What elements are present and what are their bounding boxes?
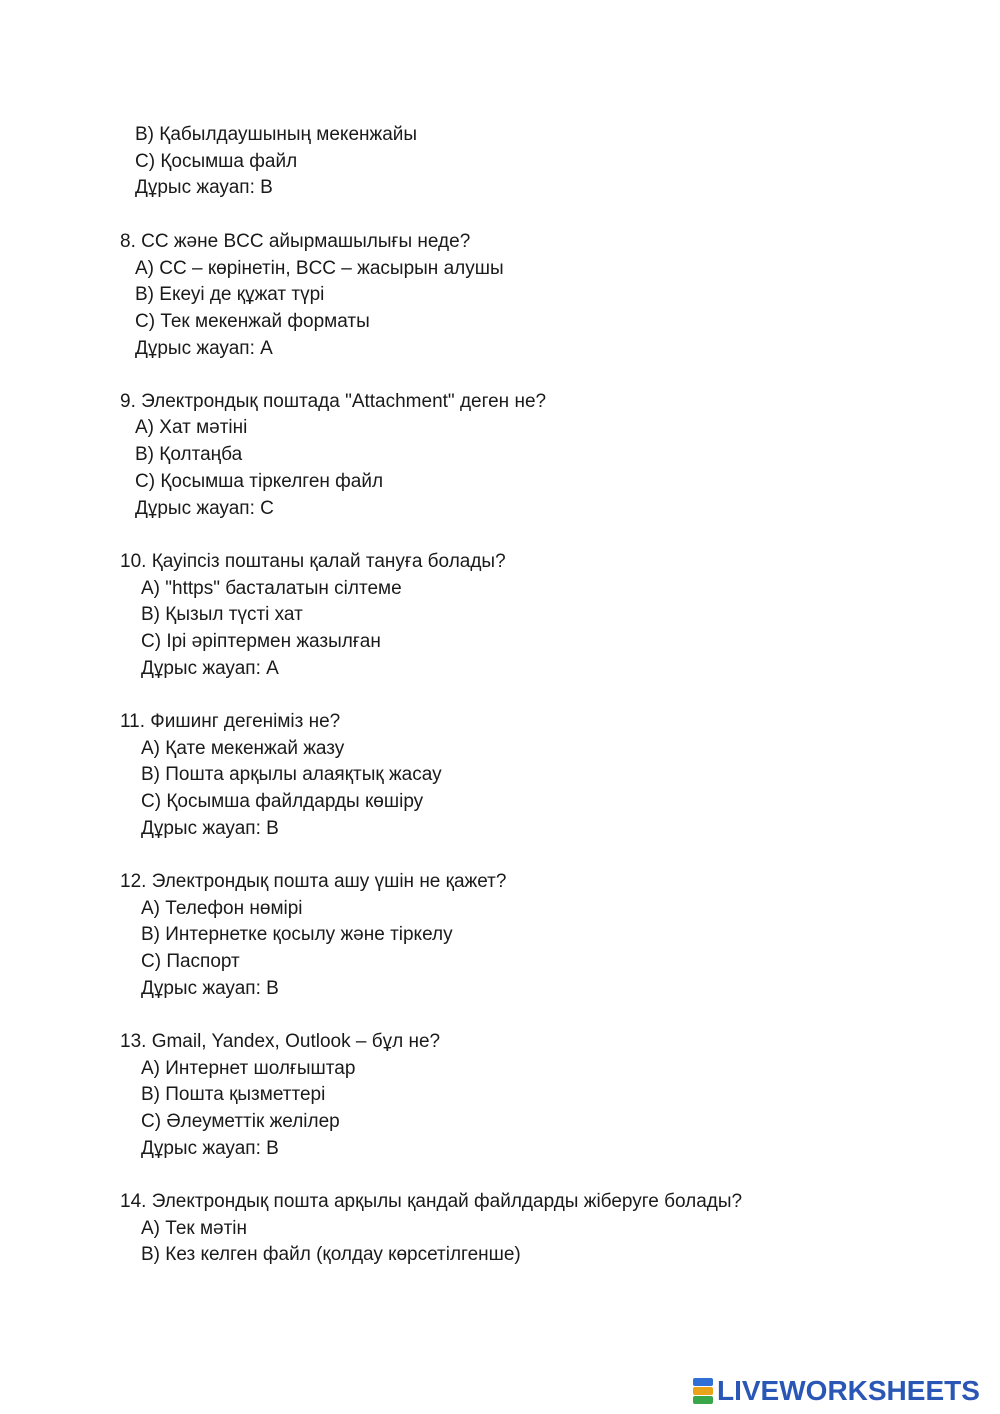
q14-option-a: A) Тек мәтін [141,1218,248,1239]
q11-answer: Дұрыс жауап: B [141,818,279,839]
q8-option-b: B) Екеуі де құжат түрі [135,284,325,305]
liveworksheets-logo-icon [693,1378,713,1404]
q12-option-a: A) Телефон нөмірі [141,898,303,919]
q8-question: 8. CC және BCC айырмашылығы неде? [120,231,471,252]
logo-text: LIVEWORKSHEETS [717,1375,980,1406]
q13-option-a: A) Интернет шолғыштар [141,1058,356,1079]
q7-option-c: C) Қосымша файл [135,151,298,172]
q10-option-b: B) Қызыл түсті хат [141,604,303,625]
q14-question: 14. Электрондық пошта арқылы қандай файлдарды жіберуге болады? [120,1191,743,1212]
q10-question: 10. Қауіпсіз поштаны қалай тануға болады? [120,551,506,572]
liveworksheets-logo[interactable] [693,1376,980,1406]
q7-option-b: B) Қабылдаушының мекенжайы [135,124,418,145]
q11-question: 11. Фишинг дегеніміз не? [120,711,341,732]
q11-option-c: C) Қосымша файлдарды көшіру [141,791,424,812]
q14-option-b: B) Кез келген файл (қолдау көрсетілгенше) [141,1244,521,1265]
q12-answer: Дұрыс жауап: B [141,978,279,999]
q12-question: 12. Электрондық пошта ашу үшін не қажет? [120,871,507,892]
q9-option-b: B) Қолтаңба [135,444,243,465]
q9-option-a: A) Хат мәтіні [135,417,248,438]
q13-answer: Дұрыс жауап: B [141,1138,279,1159]
q10-option-c: C) Ірі әріптермен жазылған [141,631,381,652]
q8-answer: Дұрыс жауап: A [135,338,273,359]
q12-option-b: B) Интернетке қосылу және тіркелу [141,924,453,945]
q8-option-a: A) CC – көрінетін, BCC – жасырын алушы [135,258,504,279]
q7-answer: Дұрыс жауап: B [135,177,273,198]
q13-option-c: C) Әлеуметтік желілер [141,1111,340,1132]
q8-option-c: C) Тек мекенжай форматы [135,311,370,332]
q9-option-c: C) Қосымша тіркелген файл [135,471,384,492]
q9-question: 9. Электрондық поштада "Attachment" деген не? [120,391,547,412]
q10-option-a: A) "https" басталатын сілтеме [141,578,402,599]
q12-option-c: C) Паспорт [141,951,240,972]
q11-option-b: B) Пошта арқылы алаяқтық жасау [141,764,442,785]
q13-option-b: B) Пошта қызметтері [141,1084,326,1105]
q13-question: 13. Gmail, Yandex, Outlook – бұл не? [120,1031,441,1052]
q10-answer: Дұрыс жауап: A [141,658,279,679]
q11-option-a: A) Қате мекенжай жазу [141,738,345,759]
q9-answer: Дұрыс жауап: C [135,498,274,519]
